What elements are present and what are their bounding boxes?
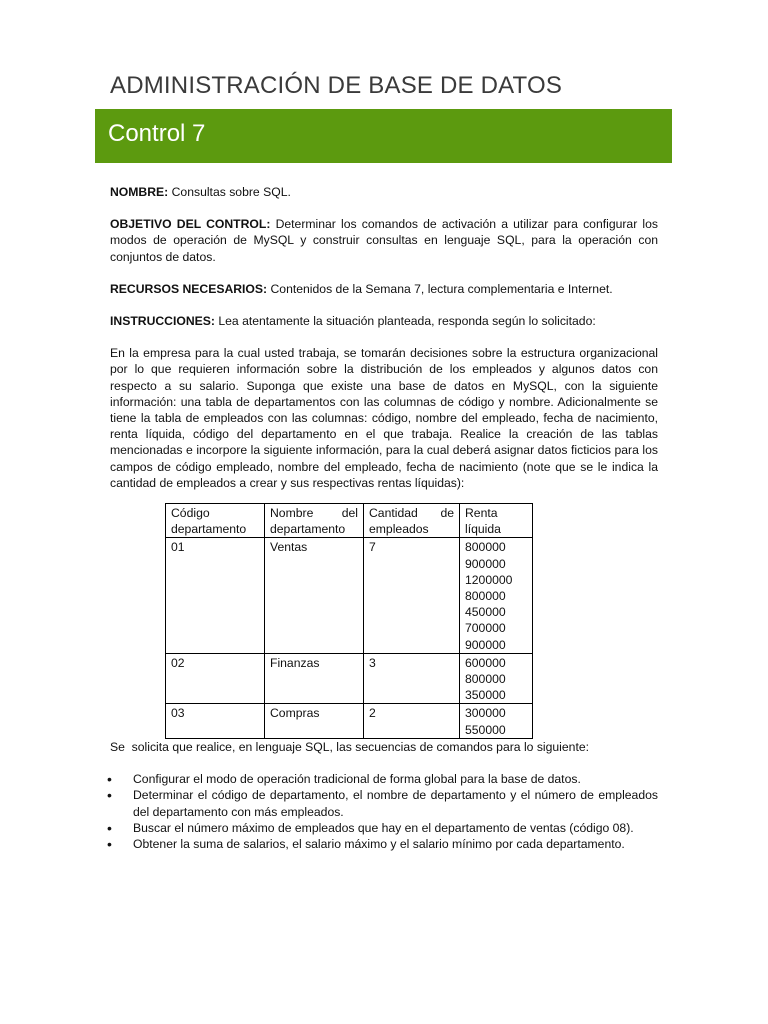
nombre-label: NOMBRE: xyxy=(110,185,169,199)
departments-table xyxy=(165,503,533,739)
instrucciones-paragraph xyxy=(110,313,658,329)
list-item: • Obtener la suma de salarios, el salario máximo y el salario mínimo por cada departamento. xyxy=(110,836,658,852)
header-cantidad: Cantidad de empleados xyxy=(364,504,460,538)
header-codigo: Código departamento xyxy=(166,504,265,538)
list-item: • Configurar el modo de operación tradicional de forma global para la base de datos. xyxy=(110,771,658,787)
cell-cantidad: 2 xyxy=(364,704,460,738)
control-banner xyxy=(95,109,672,163)
cell-rentas: 800000 900000 1200000 800000 450000 700000 900000 xyxy=(460,538,533,653)
table-header-row xyxy=(166,504,533,538)
header-nombre: Nombre del departamento xyxy=(265,504,364,538)
table-row xyxy=(166,538,533,653)
situacion-paragraph: En la empresa para la cual usted trabaja, se tomarán decisiones sobre la estructura organizacional por lo que requieren información sobre la distribución de los empleados y algunos datos con respecto a su salario. Suponga que existe una base de datos en MySQL, con la siguiente información: una tabla de departamentos con las columnas de código y nombre. Adicionalmente se tiene la tabla de empleados con las columnas: código, nombre del empleado, fecha de nacimiento, renta líquida, código del departamento en el que trabaja. Realice la creación de las tablas mencionadas e incorpore la siguiente información, para la cual deberá asignar datos ficticios para los campos de código empleado, nombre del empleado, fecha de nacimiento (note que se le indica la cantidad de empleados a crear y sus respectivas rentas líquidas): xyxy=(110,346,658,490)
table-row xyxy=(166,704,533,738)
objetivo-value: Determinar los comandos de activación a utilizar para configurar los modos de operación de MySQL y construir consultas en lenguaje SQL, para la operación con conjuntos de datos. xyxy=(110,217,659,264)
control-title: Control 7 xyxy=(108,120,206,147)
document-body xyxy=(110,184,658,852)
nombre-paragraph xyxy=(110,184,658,200)
recursos-paragraph xyxy=(110,281,658,297)
nombre-value: Consultas sobre SQL. xyxy=(171,185,291,199)
instrucciones-label: INSTRUCCIONES: xyxy=(110,314,215,329)
cell-nombre: Ventas xyxy=(265,538,364,653)
list-item: • Determinar el código de departamento, el nombre de departamento y el número de empleados del departamento con más empleados. xyxy=(110,787,658,819)
cell-codigo: 01 xyxy=(166,538,265,653)
recursos-label: RECURSOS NECESARIOS: xyxy=(110,281,268,296)
recursos-value: Contenidos de la Semana 7, lectura complementaria e Internet. xyxy=(270,281,613,296)
solicitud-paragraph: Se solicita que realice, en lenguaje SQL, las secuencias de comandos para lo siguiente: xyxy=(110,739,589,754)
objetivo-label: OBJETIVO DEL CONTROL: xyxy=(110,217,271,232)
header-renta: Renta líquida xyxy=(460,504,533,538)
course-title: ADMINISTRACIÓN DE BASE DE DATOS xyxy=(110,72,563,99)
task-list xyxy=(110,771,658,852)
cell-rentas: 300000 550000 xyxy=(460,704,533,738)
cell-nombre: Compras xyxy=(265,704,364,738)
table-row xyxy=(166,653,533,704)
instrucciones-value: Lea atentamente la situación planteada, responda según lo solicitado: xyxy=(218,314,596,329)
cell-codigo: 03 xyxy=(166,704,265,738)
cell-nombre: Finanzas xyxy=(265,653,364,704)
list-item: • Buscar el número máximo de empleados que hay en el departamento de ventas (código 08). xyxy=(110,820,658,836)
cell-codigo: 02 xyxy=(166,653,265,704)
cell-cantidad: 3 xyxy=(364,653,460,704)
cell-rentas: 600000 800000 350000 xyxy=(460,653,533,704)
cell-cantidad: 7 xyxy=(364,538,460,653)
objetivo-paragraph xyxy=(110,216,658,265)
